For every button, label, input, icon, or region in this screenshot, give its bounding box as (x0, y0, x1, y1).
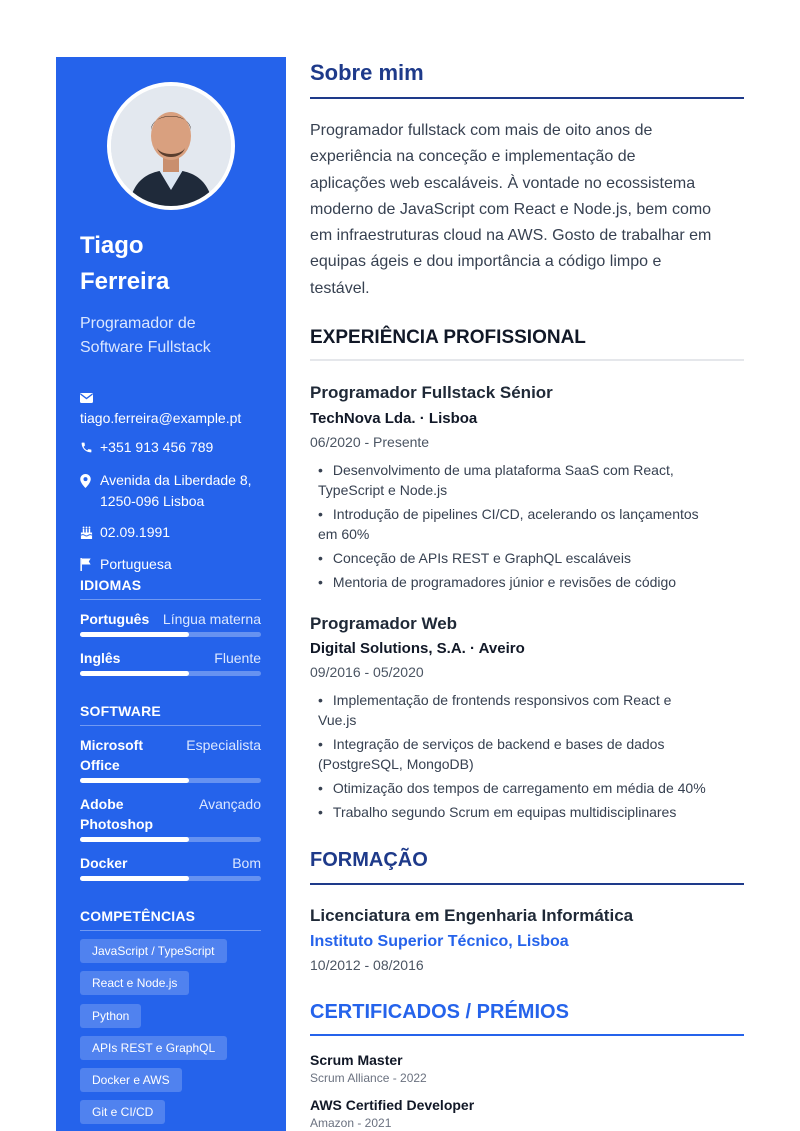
job-bullet (318, 734, 744, 774)
about-line: Programador fullstack com mais de oito anos de (310, 122, 653, 139)
about-line: testável. (310, 279, 370, 297)
job-title: Programador Fullstack Sénior (310, 383, 553, 402)
about-line: equipas ágeis e dou importância a código limpo e (310, 253, 662, 271)
profile-role (80, 312, 260, 360)
phone-icon (80, 437, 100, 458)
software-name-line: Office (80, 757, 120, 773)
software-name (80, 735, 143, 775)
language-item (80, 609, 261, 629)
bullet-line: TypeScript e Node.js (318, 482, 448, 498)
contact-address (80, 470, 270, 512)
language-name: Inglês (80, 650, 121, 666)
contact-birthdate (80, 522, 270, 543)
software-name-line: Photoshop (80, 816, 154, 832)
job-bullet (318, 460, 744, 500)
address-line: 1250-096 Lisboa (100, 493, 205, 509)
about-line: aplicações web escaláveis. À vontade no ecossistema (310, 174, 696, 192)
software-level-bar (80, 778, 261, 783)
section-divider (80, 599, 261, 600)
level-bar-fill (80, 671, 189, 676)
contact-phone (80, 437, 270, 458)
bullet-line: Integração de serviços de backend e bases de dados (332, 736, 665, 752)
bullet-line: Conceção de APIs REST e GraphQL escaláveis (332, 550, 631, 566)
bullet-line: em 60% (318, 526, 370, 542)
job-bullet (318, 504, 744, 544)
education-dates: 10/2012 - 08/2016 (310, 957, 424, 973)
job-bullet-list (318, 460, 744, 596)
first-name: Tiago (80, 232, 144, 259)
bullet-line: (PostgreSQL, MongoDB) (318, 756, 474, 772)
role-line: Programador de (80, 315, 196, 332)
languages-heading: IDIOMAS (80, 577, 142, 593)
software-level: Avançado (198, 796, 261, 812)
competency-chip: JavaScript / TypeScript (80, 939, 227, 963)
language-level: Fluente (214, 650, 261, 666)
level-bar-fill (80, 876, 189, 881)
last-name: Ferreira (80, 268, 170, 295)
level-bar-fill (80, 837, 189, 842)
language-item (80, 648, 261, 668)
job-bullet (318, 572, 744, 592)
about-heading: Sobre mim (310, 60, 424, 85)
bullet-line: Introdução de pipelines CI/CD, acelerando os lançamentos (332, 506, 699, 522)
education-school: Instituto Superior Técnico, Lisboa (310, 933, 569, 950)
certificate-meta: Scrum Alliance - 2022 (310, 1071, 427, 1085)
software-level: Bom (232, 855, 261, 871)
cake-icon (80, 522, 100, 543)
education-heading: FORMAÇÃO (310, 849, 428, 871)
nationality-text: Portuguesa (100, 556, 172, 572)
phone-text[interactable]: +351 913 456 789 (100, 439, 214, 455)
competencies-heading: COMPETÊNCIAS (80, 908, 196, 924)
language-level-bar (80, 671, 261, 676)
avatar (107, 82, 235, 210)
job-bullet (318, 548, 744, 568)
software-level-bar (80, 837, 261, 842)
experience-heading: EXPERIÊNCIA PROFISSIONAL (310, 327, 586, 348)
software-item (80, 794, 261, 834)
job-bullet (318, 778, 744, 798)
software-name: Docker (80, 855, 128, 871)
competency-chip: Git e CI/CD (80, 1100, 165, 1124)
bullet-line: Otimização dos tempos de carregamento em média de 40% (332, 780, 706, 796)
email-text[interactable]: tiago.ferreira@example.pt (80, 410, 242, 426)
certificate-name: AWS Certified Developer (310, 1097, 475, 1113)
section-divider (310, 97, 744, 99)
software-item (80, 853, 261, 873)
competency-chip: Docker e AWS (80, 1068, 182, 1092)
flag-icon (80, 554, 100, 575)
software-level-bar (80, 876, 261, 881)
bullet-line: Implementação de frontends responsivos com React e (332, 692, 672, 708)
certificates-heading: CERTIFICADOS / PRÉMIOS (310, 1001, 569, 1023)
contact-email (80, 388, 270, 429)
job-bullet-list (318, 690, 744, 826)
bullet-line: Desenvolvimento de uma plataforma SaaS com React, (332, 462, 674, 478)
job-bullet (318, 802, 744, 822)
about-line: em infraestruturas cloud na AWS. Gosto de trabalhar em (310, 227, 712, 245)
birthdate-text: 02.09.1991 (100, 524, 171, 540)
address-line: Avenida da Liberdade 8, (100, 472, 252, 488)
job-dates: 09/2016 - 05/2020 (310, 664, 424, 680)
contact-nationality (80, 554, 270, 575)
competency-chip: APIs REST e GraphQL (80, 1036, 227, 1060)
language-level: Língua materna (162, 611, 261, 627)
section-divider (310, 1034, 744, 1036)
software-level: Especialista (186, 737, 261, 753)
software-item (80, 735, 261, 775)
software-name-line: Microsoft (80, 737, 143, 753)
sidebar (56, 57, 286, 1131)
competency-chip: React e Node.js (80, 971, 189, 995)
about-text (310, 118, 744, 302)
section-divider (310, 359, 744, 361)
profile-name (80, 228, 260, 300)
role-line: Software Fullstack (80, 339, 211, 356)
envelope-icon (80, 388, 100, 408)
certificate-name: Scrum Master (310, 1052, 403, 1068)
job-title: Programador Web (310, 614, 458, 633)
section-divider (80, 725, 261, 726)
section-divider (80, 930, 261, 931)
profile-photo-icon (111, 86, 231, 206)
language-level-bar (80, 632, 261, 637)
bullet-line: Vue.js (318, 712, 357, 728)
job-company: Digital Solutions, S.A. · Aveiro (310, 640, 525, 657)
level-bar-fill (80, 632, 189, 637)
about-line: moderno de JavaScript com React e Node.js, bem como (310, 200, 712, 218)
map-pin-icon (80, 470, 100, 491)
section-divider (310, 883, 744, 885)
competency-chip: Python (80, 1004, 141, 1028)
bullet-line: Trabalho segundo Scrum em equipas multidisciplinares (332, 804, 677, 820)
bullet-line: Mentoria de programadores júnior e revisões de código (332, 574, 677, 590)
job-bullet (318, 690, 744, 730)
certificate-meta: Amazon - 2021 (310, 1116, 392, 1130)
education-degree: Licenciatura em Engenharia Informática (310, 906, 634, 925)
software-heading: SOFTWARE (80, 703, 161, 719)
address-text (100, 470, 252, 512)
about-line: experiência na conceção e implementação de (310, 148, 636, 166)
software-name-line: Adobe (80, 796, 124, 812)
language-name: Português (80, 611, 150, 627)
software-name (80, 794, 153, 834)
job-company: TechNova Lda. · Lisboa (310, 410, 478, 427)
level-bar-fill (80, 778, 189, 783)
job-dates: 06/2020 - Presente (310, 434, 430, 450)
